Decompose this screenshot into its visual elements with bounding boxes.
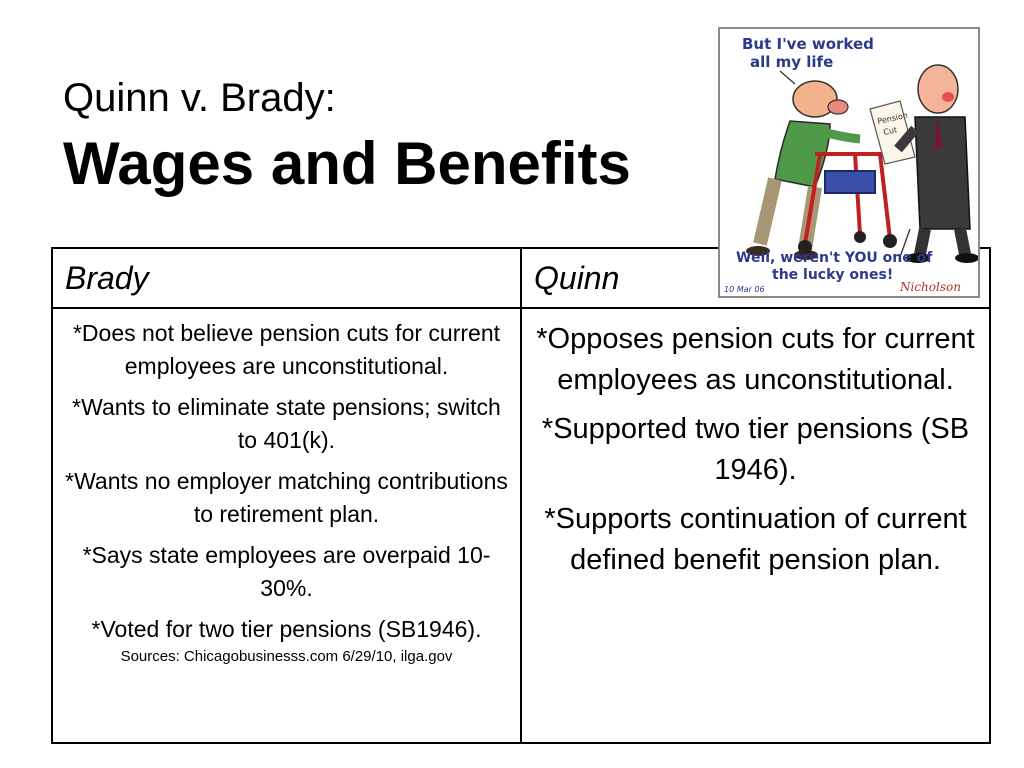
cartoon-caption-top-1: But I've worked bbox=[742, 35, 874, 53]
svg-text:Pension: Pension bbox=[876, 110, 909, 126]
quinn-point: *Supports continuation of current defined benefit pension plan. bbox=[544, 503, 967, 576]
quinn-point: *Opposes pension cuts for current employees as unconstitutional. bbox=[536, 323, 975, 396]
table-row bbox=[52, 308, 990, 743]
quinn-cell bbox=[521, 308, 990, 743]
cartoon-date-mark: 10 Mar 06 bbox=[724, 285, 765, 294]
brady-cell bbox=[52, 308, 521, 743]
brady-point: *Says state employees are overpaid 10-30%. bbox=[82, 542, 491, 601]
brady-point: *Wants to eliminate state pensions; switch to 401(k). bbox=[72, 394, 501, 453]
suited-man-figure bbox=[898, 65, 978, 263]
cartoon-caption-bottom-2: the lucky ones! bbox=[772, 267, 894, 283]
cartoon-caption-top-2: all my life bbox=[750, 53, 834, 71]
brady-point: *Does not believe pension cuts for current employees are unconstitutional. bbox=[72, 320, 501, 379]
cartoonist-signature: Nicholson bbox=[900, 280, 961, 294]
slide-title-line1: Quinn v. Brady: bbox=[63, 76, 336, 120]
slide-title-line2: Wages and Benefits bbox=[63, 130, 631, 197]
sources-note: Sources: Chicagobusinesss.com 6/29/10, ilga.gov bbox=[120, 648, 453, 665]
editorial-cartoon bbox=[718, 27, 980, 298]
cartoon-illustration bbox=[720, 29, 978, 296]
header-quinn: Quinn bbox=[521, 248, 990, 308]
comparison-table bbox=[51, 247, 991, 744]
brady-point: *Wants no employer matching contributions to retirement plan. bbox=[65, 468, 508, 527]
header-brady: Brady bbox=[52, 248, 521, 308]
brady-point: *Voted for two tier pensions (SB1946). bbox=[91, 616, 482, 642]
quinn-point: *Supported two tier pensions (SB 1946). bbox=[541, 413, 970, 486]
svg-text:Cut: Cut bbox=[882, 125, 898, 137]
cartoon-caption-bottom-1: Well, weren't YOU one of bbox=[736, 250, 933, 266]
